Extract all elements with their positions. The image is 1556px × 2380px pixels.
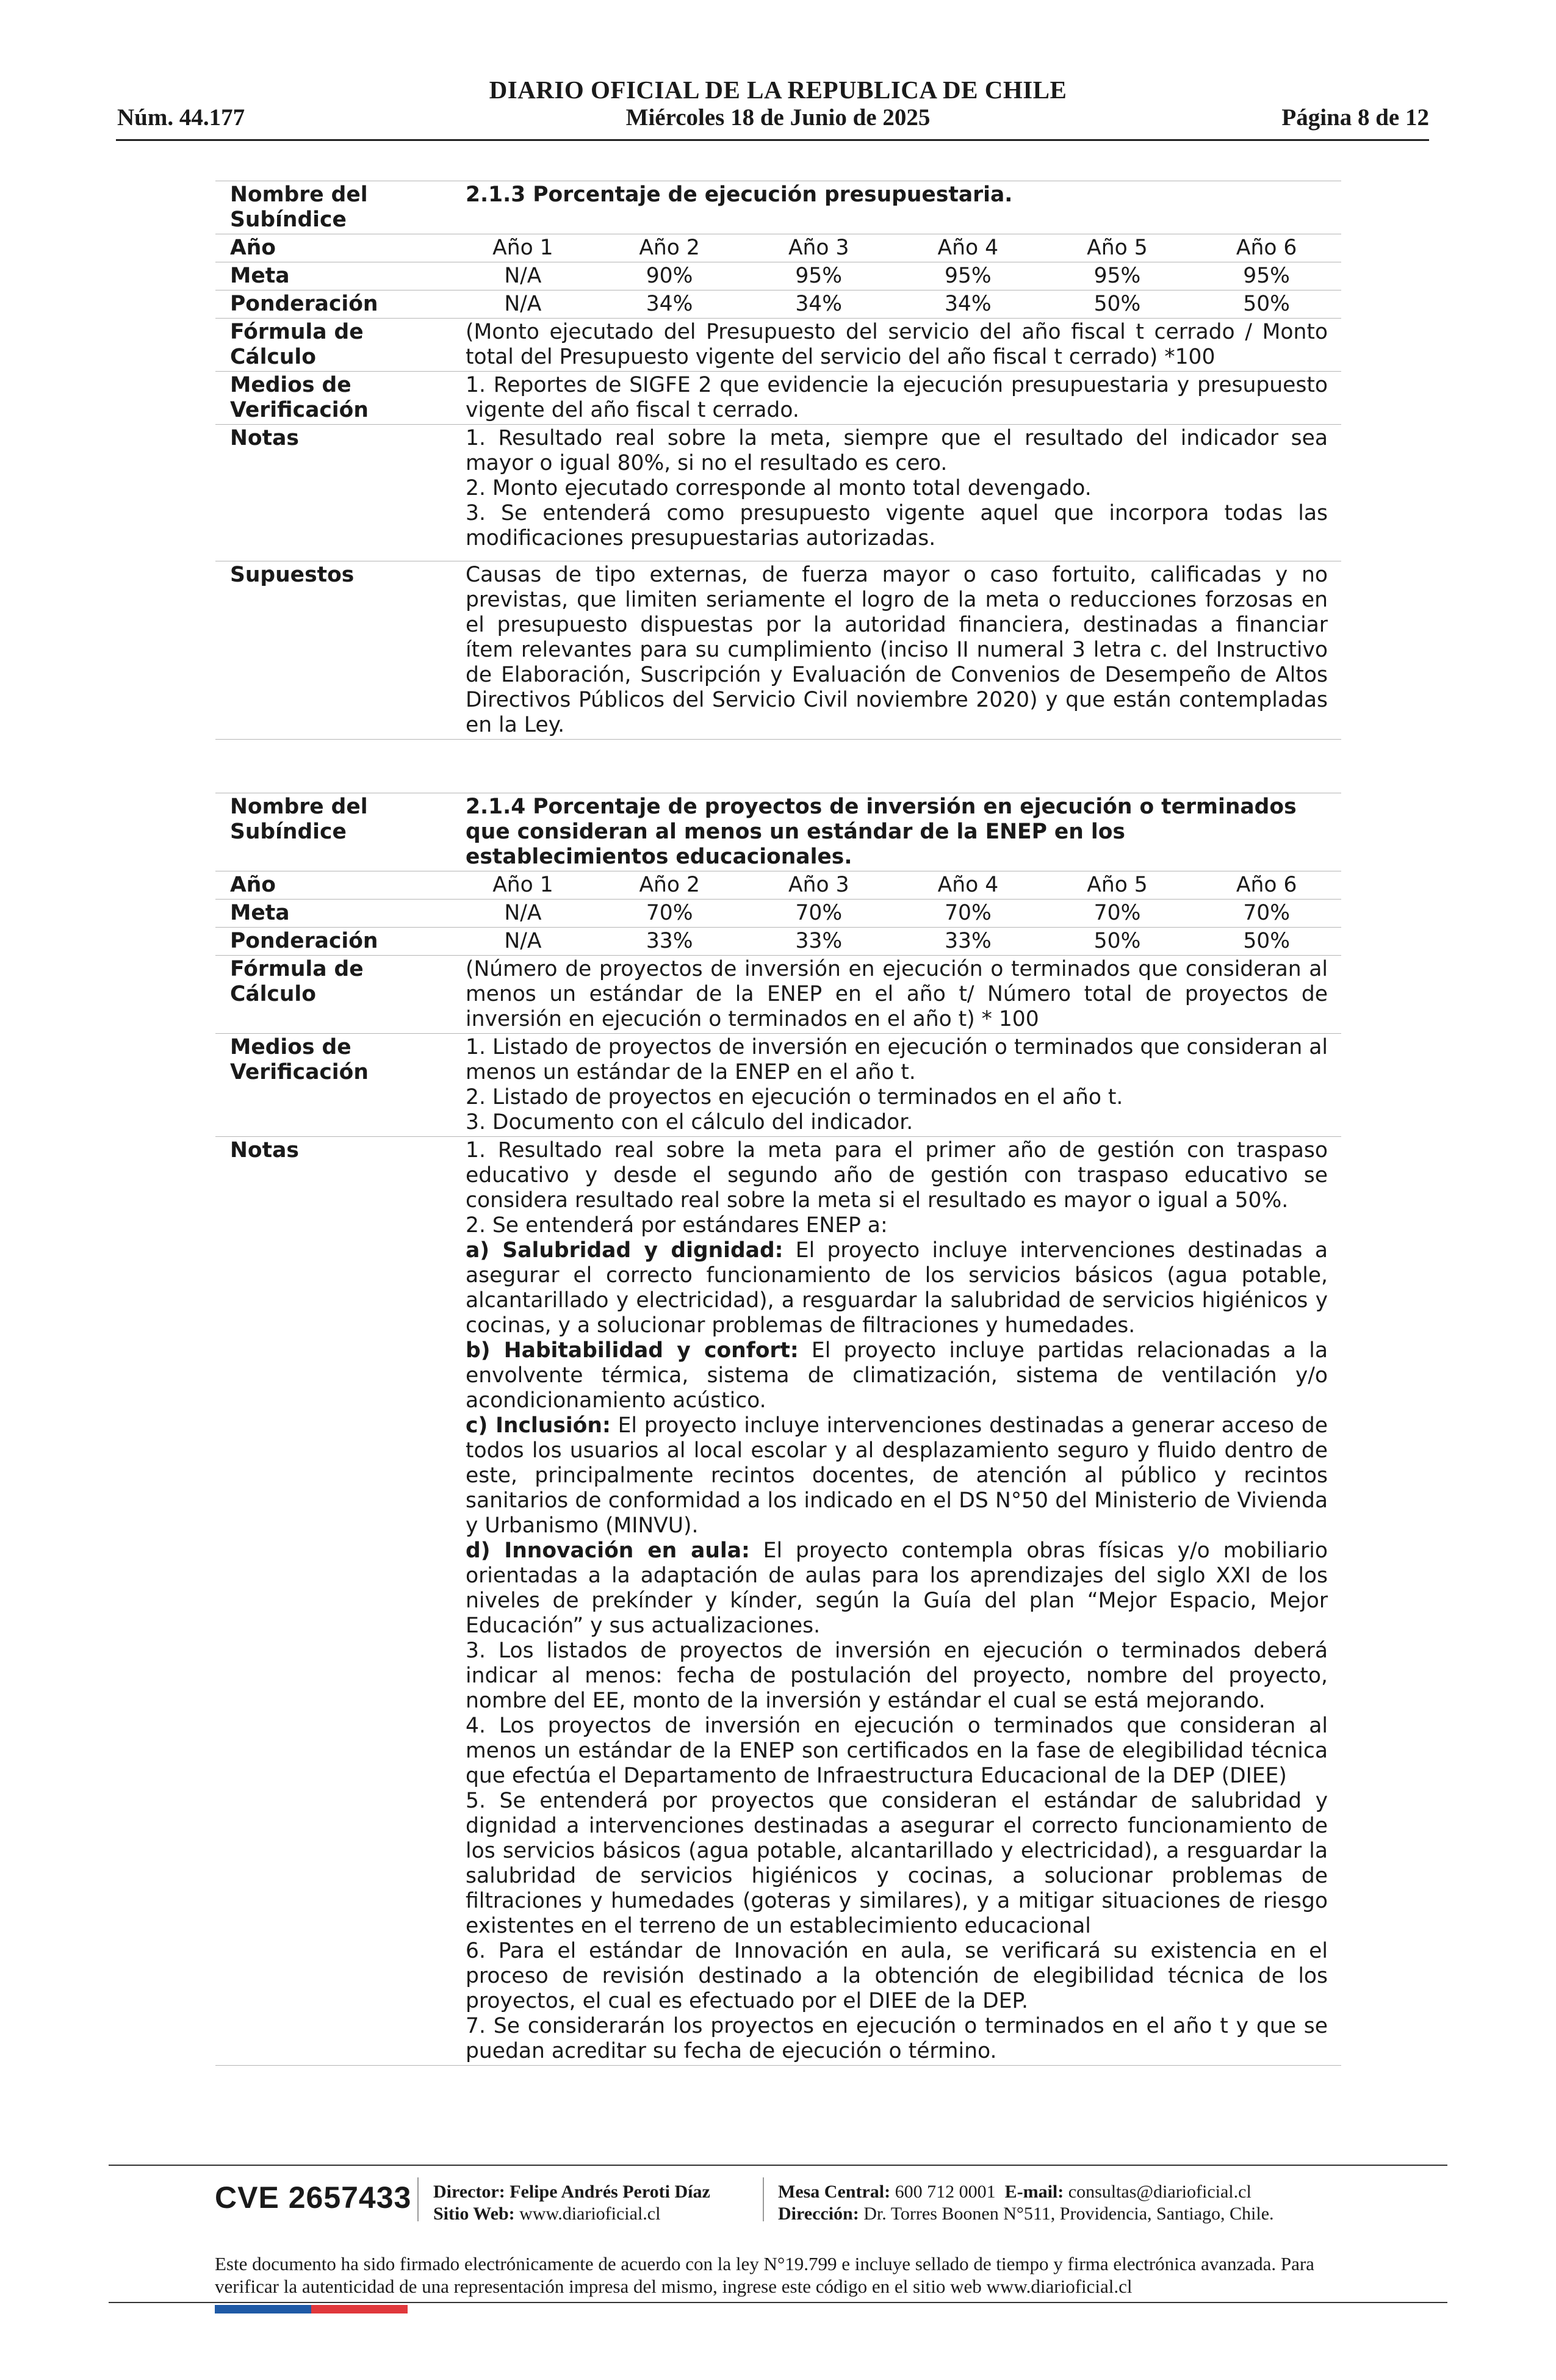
weight-cell: 50% [1043, 290, 1192, 319]
notes-cell [451, 1137, 1341, 2066]
address-label: Dirección: [778, 2204, 859, 2224]
standard-text: El proyecto incluye partidas relacionadas a la envolvente térmica, sistema de climatización, sistema de ventilación y/o acondicionamiento acústico. [466, 1338, 1328, 1413]
footer-divider [109, 2165, 1447, 2166]
meta-cell: N/A [451, 262, 595, 290]
table-row [215, 234, 1341, 262]
table-row [215, 319, 1341, 372]
note-item: 3. Los listados de proyectos de inversión en ejecución o terminados deberá indicar al menos: fecha de postulación del proyecto, nombre del proyecto, nombre del EE, monto de la inversión y estándar el cual se está mejorando. [466, 1639, 1328, 1713]
note-item: 4. Los proyectos de inversión en ejecución o terminados que consideran al menos un estándar de la ENEP son certificados en la fase de elegibilidad técnica que efectúa el Departamento de Infraestructura Educacional de la DEP (DIEE) [466, 1714, 1328, 1788]
note-item: 3. Se entenderá como presupuesto vigente aquel que incorpora todas las modificaciones presupuestarias autorizadas. [466, 501, 1328, 550]
row-label: Nombre del Subíndice [215, 181, 451, 234]
row-label: Notas [215, 1137, 451, 2066]
notes-cell [451, 425, 1341, 561]
verification-item: 3. Documento con el cálculo del indicador. [466, 1110, 913, 1134]
table-row [215, 181, 1341, 234]
page-indicator: Página 8 de 12 [1281, 104, 1429, 131]
standard-text: El proyecto contempla obras físicas y/o mobiliario orientadas a la adaptación de aulas para los aprendizajes del siglo XXI de los niveles de prekínder y kínder, según la Guía del plan “Mejor Espacio, Mejor Educación” y sus actualizaciones. [466, 1538, 1328, 1638]
issue-date: Miércoles 18 de Junio de 2025 [625, 104, 931, 131]
table-row [215, 871, 1341, 900]
table-row [215, 928, 1341, 956]
year-cell: Año 2 [595, 234, 744, 262]
note-item: 6. Para el estándar de Innovación en aula, se verificará su existencia en el proceso de revisión destinado a la obtención de elegibilidad técnica de los proyectos, el cual es efectuado por el DIEE de la DEP. [466, 1939, 1328, 2013]
issue-number: Núm. 44.177 [117, 104, 245, 131]
year-cell: Año 6 [1192, 871, 1341, 900]
legal-note: Este documento ha sido firmado electrónicamente de acuerdo con la ley N°19.799 e incluye sellado de tiempo y firma electrónica avanzada. Para verificar la autenticidad de una representación impresa del mismo, ingrese este código en el sitio web www.diarioficial.cl [215, 2253, 1314, 2297]
note-item [466, 1538, 1328, 1639]
row-label: Meta [215, 900, 451, 928]
email-label: E-mail: [1004, 2182, 1064, 2202]
table-row [215, 290, 1341, 319]
director-label: Director: [433, 2182, 505, 2202]
weight-cell: 34% [893, 290, 1043, 319]
row-label: Nombre del Subíndice [215, 793, 451, 871]
phone-label: Mesa Central: [778, 2182, 891, 2202]
weight-cell: 50% [1043, 928, 1192, 956]
flag-bar-blue [215, 2305, 311, 2313]
row-label: Meta [215, 262, 451, 290]
table-row [215, 561, 1341, 740]
standard-title: c) Inclusión: [466, 1413, 611, 1438]
table-row [215, 956, 1341, 1034]
year-cell: Año 1 [451, 234, 595, 262]
header-divider [116, 139, 1429, 141]
assumptions-text: Causas de tipo externas, de fuerza mayor o caso fortuito, calificadas y no previstas, que limiten seriamente el logro de la meta o reducciones forzosas en el presupuesto dispuestas por la autoridad financiera, destinadas a financiar ítem relevantes para su cumplimiento (inciso II numeral 3 letra c. del Instructivo de Elaboración, Suscripción y Evaluación de Convenios de Desempeño de Altos Directivos Públicos del Servicio Civil noviembre 2020) y que están contempladas en la Ley. [451, 561, 1341, 740]
newspaper-title: DIARIO OFICIAL DE LA REPUBLICA DE CHILE [489, 76, 1067, 104]
verification-item: 1. Listado de proyectos de inversión en ejecución o terminados que consideran al menos un estándar de la ENEP en el año t. [466, 1035, 1328, 1084]
note-item: 2. Monto ejecutado corresponde al monto total devengado. [466, 476, 1092, 500]
meta-cell: 70% [893, 900, 1043, 928]
standard-title: a) Salubridad y dignidad: [466, 1238, 783, 1263]
table-row [215, 372, 1341, 425]
standard-text: El proyecto incluye intervenciones destinadas a asegurar el correcto funcionamiento de los servicios básicos (agua potable, alcantarillado y electricidad), a resguardar la salubridad de servicios higiénicos y cocinas, y a solucionar problemas de filtraciones y humedades. [466, 1238, 1328, 1338]
subindex-name: 2.1.4 Porcentaje de proyectos de inversión en ejecución o terminados que consideran al menos un estándar de la ENEP en los establecimientos educacionales. [451, 793, 1341, 871]
director-name: Felipe Andrés Peroti Díaz [510, 2182, 710, 2202]
website-label: Sitio Web: [433, 2204, 515, 2224]
note-item: 7. Se considerarán los proyectos en ejecución o terminados en el año t y que se puedan acreditar su fecha de ejecución o término. [466, 2014, 1328, 2063]
note-item: 2. Se entenderá por estándares ENEP a: [466, 1213, 888, 1238]
table-row [215, 793, 1341, 871]
table-row [215, 1137, 1341, 2066]
weight-cell: 50% [1192, 290, 1341, 319]
note-item: 5. Se entenderá por proyectos que consideran el estándar de salubridad y dignidad a intervenciones destinadas a asegurar el correcto funcionamiento de los servicios básicos (agua potable, alcantarillado y electricidad), a resguardar la salubridad de servicios higiénicos y cocinas, a solucionar problemas de filtraciones y humedades (goteras y similares), y a mitigar situaciones de riesgo existentes en el terreno de un establecimiento educacional [466, 1789, 1328, 1938]
note-item [466, 1338, 1328, 1413]
meta-cell: 70% [1043, 900, 1192, 928]
meta-cell: 95% [744, 262, 893, 290]
row-label: Fórmula de Cálculo [215, 956, 451, 1034]
note-item [466, 1413, 1328, 1538]
website-link[interactable]: www.diarioficial.cl [519, 2204, 661, 2224]
row-label: Fórmula de Cálculo [215, 319, 451, 372]
weight-cell: 33% [595, 928, 744, 956]
weight-cell: 34% [595, 290, 744, 319]
row-label: Año [215, 234, 451, 262]
year-cell: Año 5 [1043, 234, 1192, 262]
verification-cell [451, 1034, 1341, 1137]
cve-code: CVE 2657433 [215, 2180, 412, 2215]
meta-cell: 90% [595, 262, 744, 290]
row-label: Medios de Verificación [215, 372, 451, 425]
year-cell: Año 5 [1043, 871, 1192, 900]
subindex-name: 2.1.3 Porcentaje de ejecución presupuestaria. [451, 181, 1341, 234]
table-row [215, 425, 1341, 561]
meta-cell: N/A [451, 900, 595, 928]
flag-bar-red [311, 2305, 408, 2313]
meta-cell: 70% [595, 900, 744, 928]
meta-cell: 95% [893, 262, 1043, 290]
address-text: Dr. Torres Boonen N°511, Providencia, Santiago, Chile. [863, 2204, 1274, 2224]
meta-cell: 70% [1192, 900, 1341, 928]
formula-text: (Monto ejecutado del Presupuesto del servicio del año fiscal t cerrado / Monto total del Presupuesto vigente del servicio del año fiscal t cerrado) *100 [451, 319, 1341, 372]
verification-text: 1. Reportes de SIGFE 2 que evidencie la ejecución presupuestaria y presupuesto vigente del año fiscal t cerrado. [451, 372, 1341, 425]
table-row [215, 1034, 1341, 1137]
weight-cell: 34% [744, 290, 893, 319]
row-label: Ponderación [215, 290, 451, 319]
footer-divider [109, 2302, 1447, 2303]
year-cell: Año 3 [744, 871, 894, 900]
subindex-table-2-1-3 [215, 181, 1341, 740]
note-item [466, 1238, 1328, 1338]
verification-item: 2. Listado de proyectos en ejecución o terminados en el año t. [466, 1085, 1123, 1109]
year-cell: Año 2 [595, 871, 744, 900]
subindex-table-2-1-4 [215, 793, 1341, 2066]
table-row [215, 900, 1341, 928]
meta-cell: 95% [1192, 262, 1341, 290]
weight-cell: 33% [744, 928, 894, 956]
row-label: Notas [215, 425, 451, 561]
footer-separator [417, 2177, 419, 2221]
row-label: Medios de Verificación [215, 1034, 451, 1137]
year-cell: Año 3 [744, 234, 893, 262]
year-cell: Año 4 [893, 234, 1043, 262]
table-row [215, 262, 1341, 290]
weight-cell: 33% [893, 928, 1043, 956]
year-cell: Año 6 [1192, 234, 1341, 262]
formula-text: (Número de proyectos de inversión en ejecución o terminados que consideran al menos un estándar de la ENEP en el año t/ Número total de proyectos de inversión en ejecución o terminados en el año t) * 100 [451, 956, 1341, 1034]
standard-title: b) Habitabilidad y confort: [466, 1338, 799, 1363]
weight-cell: N/A [451, 290, 595, 319]
note-item: 1. Resultado real sobre la meta para el primer año de gestión con traspaso educativo y desde el segundo año de gestión con traspaso educativo se considera resultado real sobre la meta si el resultado es mayor o igual a 50%. [466, 1138, 1328, 1213]
standard-text: El proyecto incluye intervenciones destinadas a generar acceso de todos los usuarios al local escolar y al desplazamiento seguro y fluido dentro de este, principalmente recintos docentes, de atención al público y recintos sanitarios de conformidad a los indicado en el DS N°50 del Ministerio de Vivienda y Urbanismo (MINVU). [466, 1413, 1328, 1538]
row-label: Ponderación [215, 928, 451, 956]
weight-cell: N/A [451, 928, 595, 956]
footer-contact-block [778, 2181, 1274, 2225]
standard-title: d) Innovación en aula: [466, 1538, 750, 1563]
note-item: 1. Resultado real sobre la meta, siempre que el resultado del indicador sea mayor o igual 80%, si no el resultado es cero. [466, 426, 1328, 475]
row-label: Año [215, 871, 451, 900]
year-cell: Año 4 [893, 871, 1043, 900]
meta-cell: 95% [1043, 262, 1192, 290]
footer-director-block [433, 2181, 710, 2225]
phone-number: 600 712 0001 [895, 2182, 996, 2202]
email-link[interactable]: consultas@diarioficial.cl [1068, 2182, 1252, 2202]
year-cell: Año 1 [451, 871, 595, 900]
weight-cell: 50% [1192, 928, 1341, 956]
footer-separator [763, 2177, 764, 2221]
row-label: Supuestos [215, 561, 451, 740]
meta-cell: 70% [744, 900, 894, 928]
